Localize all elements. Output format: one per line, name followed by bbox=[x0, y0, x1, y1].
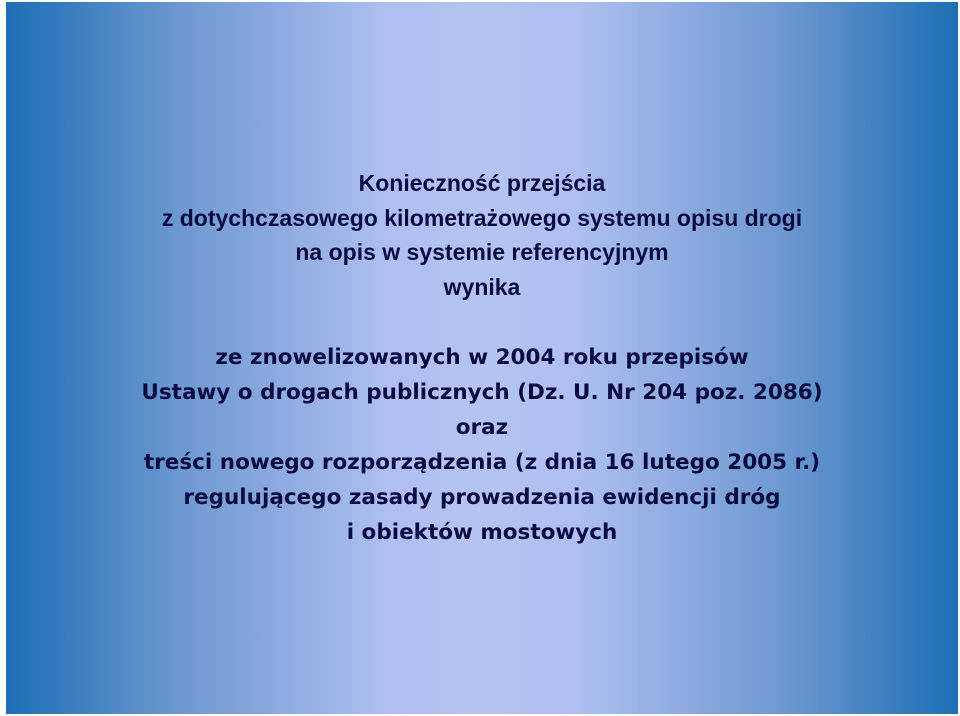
body-line-3: oraz bbox=[455, 415, 509, 440]
body-block bbox=[6, 340, 958, 550]
slide-background bbox=[6, 2, 958, 714]
heading-line-4: wynika bbox=[443, 273, 521, 300]
body-line-5: regulującego zasady prowadzenia ewidencji dróg bbox=[183, 485, 781, 510]
heading-line-1: Konieczność przejścia bbox=[358, 170, 606, 196]
body-line-6: i obiektów mostowych bbox=[346, 520, 618, 545]
heading-line-2: z dotychczasowego kilometrażowego systemu opisu drogi bbox=[161, 204, 803, 231]
body-line-4: treści nowego rozporządzenia (z dnia 16 lutego 2005 r.) bbox=[143, 450, 821, 475]
body-line-1: ze znowelizowanych w 2004 roku przepisów bbox=[215, 345, 749, 370]
heading-line-3: na opis w systemie referencyjnym bbox=[295, 239, 669, 265]
body-line-2: Ustawy o drogach publicznych (Dz. U. Nr 204 poz. 2086) bbox=[141, 380, 823, 405]
heading-block bbox=[6, 166, 958, 304]
